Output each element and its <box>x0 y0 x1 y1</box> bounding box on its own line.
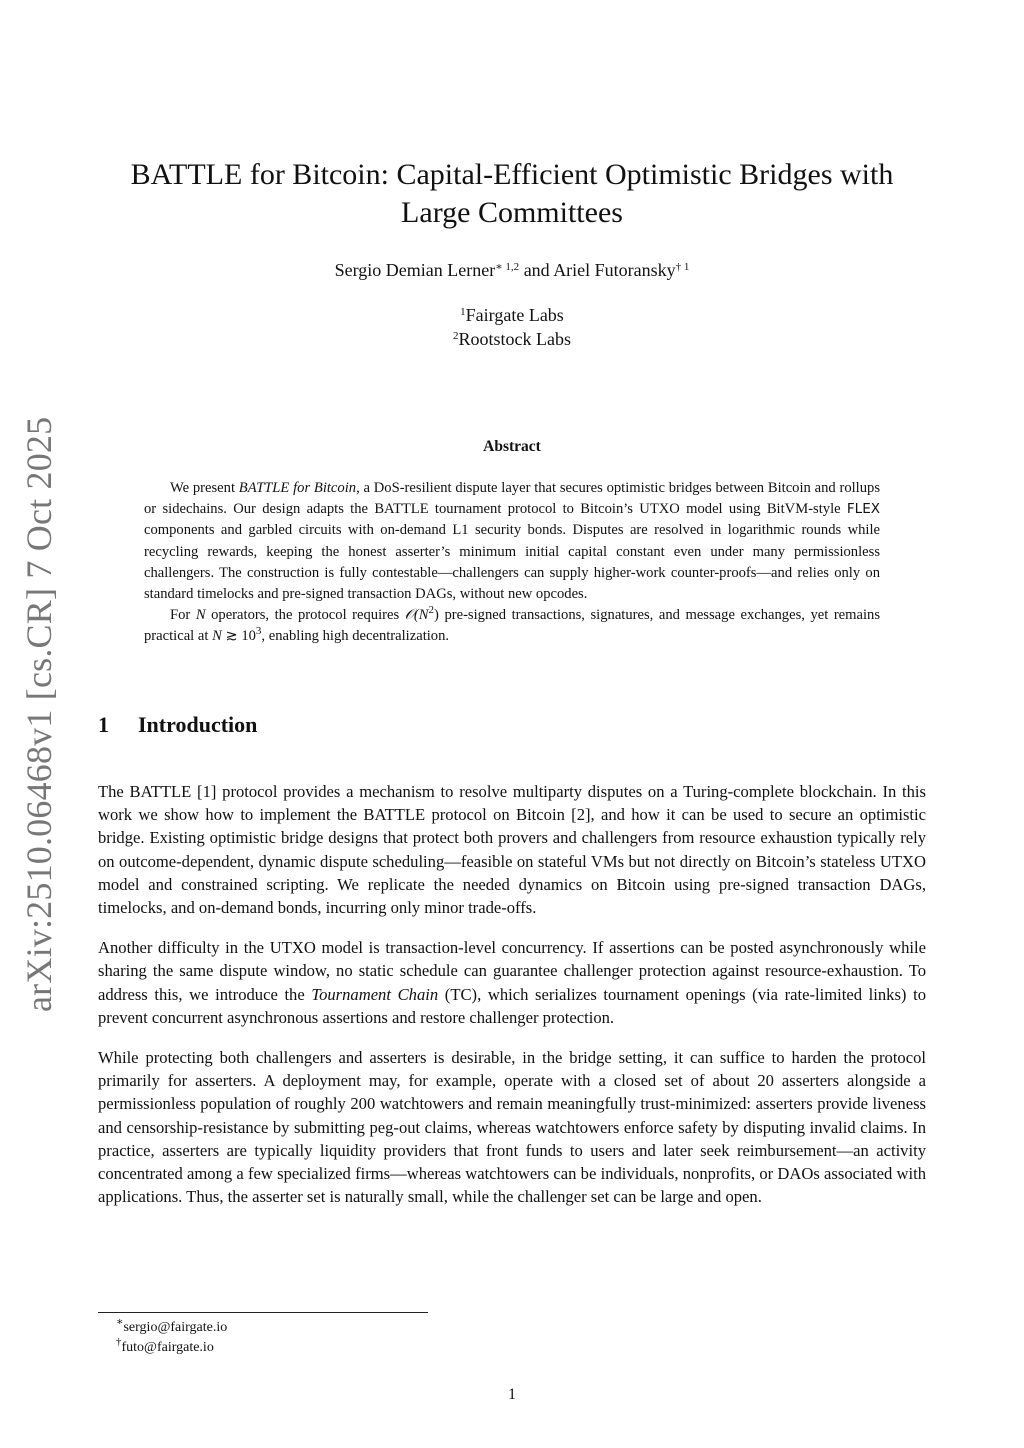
text-run: , enabling high decentralization. <box>261 628 450 645</box>
author-conjunction: and <box>519 260 554 280</box>
math-expression: 𝒪(N <box>404 607 429 624</box>
section-heading <box>98 712 257 738</box>
text-run: Another difficulty in the UTXO model is transaction-level concurrency. If assertions can be posted asynchronously while sharing the same dispute window, no static schedule can guarantee challenger protection against resource-exhaustion. To address this, we introduce the <box>98 938 926 1004</box>
footnote-email: futo@fairgate.io <box>121 1340 214 1355</box>
author-line <box>100 260 924 281</box>
abstract-paragraph <box>144 478 880 605</box>
abstract-heading: Abstract <box>483 438 541 455</box>
text-run: We present <box>170 480 239 496</box>
title-line-2: Large Committees <box>401 196 623 229</box>
footnote-email: sergio@fairgate.io <box>123 1320 228 1335</box>
text-run: operators, the protocol requires <box>205 607 405 624</box>
author-affiliation-mark: † 1 <box>675 261 690 273</box>
affiliation-name: Rootstock Labs <box>458 329 571 349</box>
affiliation <box>100 327 924 351</box>
emphasized-text: Tournament Chain <box>311 984 439 1004</box>
title-line-1: BATTLE for Bitcoin: Capital-Efficient Optimistic Bridges with <box>130 158 894 191</box>
text-run: For <box>170 607 196 624</box>
footnote-mark: ∗ <box>116 1316 124 1328</box>
page-number: 1 <box>508 1386 516 1403</box>
paper-title <box>100 156 924 232</box>
affiliation <box>100 303 924 327</box>
text-run: (TC), which serializes tournament openings (via rate-limited links) to prevent concurrent asynchronous assertions and restore challenger protection. <box>98 984 926 1027</box>
affiliation-mark: 2 <box>453 330 459 342</box>
body-paragraph <box>98 936 926 1029</box>
math-variable: N <box>195 607 206 624</box>
author-affiliation-mark: ∗ 1,2 <box>495 261 520 273</box>
footnote-mark: † <box>116 1336 122 1348</box>
abstract-paragraph <box>144 605 880 647</box>
math-exponent: 3 <box>255 625 262 638</box>
footnote <box>116 1318 227 1338</box>
math-variable: N <box>212 628 222 645</box>
text-run: , a DoS-resilient dispute layer that secures optimistic bridges between Bitcoin and rollups or sidechains. Our design adapts the BATTLE tournament protocol to Bitcoin’s UTXO model using BitVM-style <box>144 480 880 518</box>
section-number: 1 <box>98 712 109 737</box>
body-text <box>98 780 926 1225</box>
footnote <box>116 1338 227 1358</box>
code-text: FLEX <box>846 501 880 518</box>
affiliations <box>100 303 924 351</box>
body-paragraph: While protecting both challengers and asserters is desirable, in the bridge setting, it can suffice to harden the protocol primarily for asserters. A deployment may, for example, operate with a closed set of about 20 asserters alongside a permissionless population of roughly 200 watchtowers and remain meaningfully trust-minimized: asserters provide liveness and censorship-resistance by submitting peg-out claims, whereas watchtowers enforce safety by disputing invalid claims. In practice, asserters are typically liquidity providers that front funds to users and later seek reimbursement—an activity concentrated among a few specialized firms—whereas watchtowers can be individuals, nonprofits, or DAOs associated with applications. Thus, the asserter set is naturally small, while the challenger set can be large and open. <box>98 1048 926 1207</box>
abstract-body <box>144 478 880 648</box>
section-title: Introduction <box>138 712 258 737</box>
author-name: Sergio Demian Lerner <box>334 260 496 280</box>
text-run: ) pre-signed transactions, signatures, and message exchanges, yet remains practical at <box>144 607 881 645</box>
footnotes <box>116 1318 227 1358</box>
author-name: Ariel Futoransky <box>553 260 676 280</box>
affiliation-name: Fairgate Labs <box>465 305 564 325</box>
emphasized-text: BATTLE for Bitcoin <box>238 480 357 496</box>
arxiv-identifier: arXiv:2510.06468v1 [cs.CR] 7 Oct 2025 <box>19 416 59 1012</box>
affiliation-mark: 1 <box>460 306 466 318</box>
math-exponent: 2 <box>428 604 435 617</box>
math-expression: ≳ 10 <box>221 628 256 645</box>
text-run: components and garbled circuits with on-demand L1 security bonds. Disputes are resolved in logarithmic rounds while recycling rewards, keeping the honest asserter’s minimum initial capital constant even under many permissionless challengers. The construction is fully contestable—challengers can supply higher-work counter-proofs—and relies only on standard timelocks and pre-signed transaction DAGs, without new opcodes. <box>144 522 880 603</box>
footnote-rule <box>98 1312 428 1313</box>
body-paragraph: The BATTLE [1] protocol provides a mechanism to resolve multiparty disputes on a Turing-complete blockchain. In this work we show how to implement the BATTLE protocol on Bitcoin [2], and how it can be used to secure an optimistic bridge. Existing optimistic bridge designs that protect both provers and challengers from resource exhaustion typically rely on outcome-dependent, dynamic dispute scheduling—feasible on stateful VMs but not directly on Bitcoin’s stateless UTXO model and constrained scripting. We replicate the needed dynamics on Bitcoin using pre-signed transaction DAGs, timelocks, and on-demand bonds, incurring only minor trade-offs. <box>98 782 926 918</box>
